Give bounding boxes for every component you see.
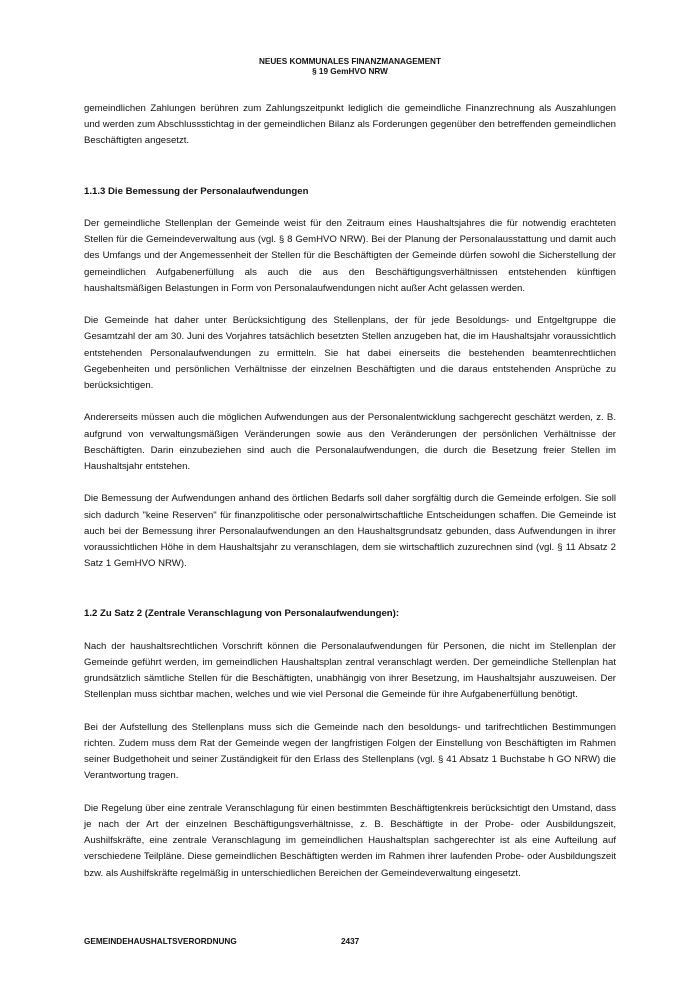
paragraph: Die Bemessung der Aufwendungen anhand des örtlichen Bedarfs soll daher sorgfältig durch die Gemeinde erfolgen. Sie soll sich dadurch "keine Reserven" für finanzpolitische oder personalwirtschaftliche Entscheidungen schaffen. Die Gemeinde ist auch bei der Bemessung ihrer Personalaufwendungen an den Haushaltsgrundsatz gebunden, dass Aufwendungen in ihrer voraussichtlichen Höhe in dem Haushaltsjahr zu veranschlagen, dem sie wirtschaftlich zuzurechnen sind (vgl. § 11 Absatz 2 Satz 1 GemHVO NRW). [84,493,616,570]
paragraph: Der gemeindliche Stellenplan der Gemeinde weist für den Zeitraum eines Haushaltsjahres die für notwendig erachteten Stellen für die Gemeindeverwaltung aus (vgl. § 8 GemHVO NRW). Bei der Planung der Personalausstattung und damit auch des Umfangs und der Angemessenheit der Stellen für die Beschäftigten der Gemeinde dürfen sowohl die Sicherstellung der gemeindlichen Aufgabenerfüllung als auch die aus den Beschäftigungsverhältnissen entstehenden künftigen haushaltsmäßigen Belastungen in Form von Personalaufwendungen nicht außer Acht gelassen werden. [84,218,616,294]
intro-paragraph: gemeindlichen Zahlungen berühren zum Zahlungszeitpunkt lediglich die gemeindliche Finanzrechnung als Auszahlungen und werden zum Abschlussstichtag in der gemeindlichen Bilanz als Forderungen gegenüber den betreffenden gemeindlichen Beschäftigten angesetzt. [84,103,616,147]
paragraph: Nach der haushaltsrechtlichen Vorschrift können die Personalaufwendungen für Personen, die nicht im Stellenplan der Gemeinde geführt werden, im gemeindlichen Haushaltsplan zentral veranschlagt werden. Der gemeindliche Stellenplan hat grundsätzlich sämtliche Stellen für die Beschäftigten, unabhängig von ihrer Besetzung, im Haushaltsjahr auszuweisen. Der Stellenplan muss sichtbar machen, welches und wie viel Personal die Gemeinde für ihre Aufgabenerfüllung benötigt. [84,640,616,701]
page-header [0,57,700,77]
paragraph: Die Gemeinde hat daher unter Berücksichtigung des Stellenplans, der für jede Besoldungs- und Entgeltgruppe die Gesamtzahl der am 30. Juni des Vorjahres tatsächlich besetzten Stellen anzugeben hat, die im Haushaltsjahr voraussichtlich entstehenden Personalaufwendungen zu ermitteln. Sie hat dabei einerseits die bestehenden beamtenrechtlichen Gegebenheiten und persönlichen Verhältnisse der einzelnen Beschäftigten und die daraus entstehenden Ansprüche zu berücksichtigen. [84,315,616,392]
section-heading-1-1-3: 1.1.3 Die Bemessung der Personalaufwendungen [84,185,309,197]
paragraph: Die Regelung über eine zentrale Veranschlagung für einen bestimmten Beschäftigtenkreis berücksichtigt den Umstand, dass je nach der Art der einzelnen Beschäftigungsverhältnisse, z. B. Beschäftigte in der Probe- oder Ausbildungszeit, Aushilfskräfte, eine zentrale Veranschlagung im gemeindlichen Haushaltsplan sachgerechter ist als eine Aufteilung auf verschiedene Teilpläne. Diese gemeindlichen Beschäftigten werden im Rahmen ihrer laufenden Probe- oder Ausbildungszeit bzw. als Aushilfskräfte regelmäßig in unterschiedlichen Bereichen der Gemeindeverwaltung eingesetzt. [84,802,616,879]
header-subtitle: § 19 GemHVO NRW [312,67,388,76]
document-body [84,101,616,882]
page-number: 2437 [341,937,360,946]
section-heading-1-2: 1.2 Zu Satz 2 (Zentrale Veranschlagung von Personalaufwendungen): [84,608,400,620]
header-title: NEUES KOMMUNALES FINANZMANAGEMENT [259,57,441,66]
footer-title: GEMEINDEHAUSHALTSVERORDNUNG [84,937,237,946]
paragraph: Andererseits müssen auch die möglichen Aufwendungen aus der Personalentwicklung sachgerecht geschätzt werden, z. B. aufgrund von verwaltungsmäßigen Veränderungen sowie aus den Veränderungen der persönlichen Verhältnisse der Beschäftigten. Darin einzubeziehen sind auch die Personalaufwendungen, die durch die Besetzung freier Stellen im Haushaltsjahr entstehen. [84,412,616,473]
paragraph: Bei der Aufstellung des Stellenplans muss sich die Gemeinde nach den besoldungs- und tarifrechtlichen Bestimmungen richten. Zudem muss dem Rat der Gemeinde wegen der langfristigen Folgen der Einstellung von Beschäftigten im Rahmen seiner Budgethoheit und seiner Zuständigkeit für den Erlass des Stellenplans (vgl. § 41 Absatz 1 Buchstabe h GO NRW) die Verantwortung tragen. [84,721,616,782]
